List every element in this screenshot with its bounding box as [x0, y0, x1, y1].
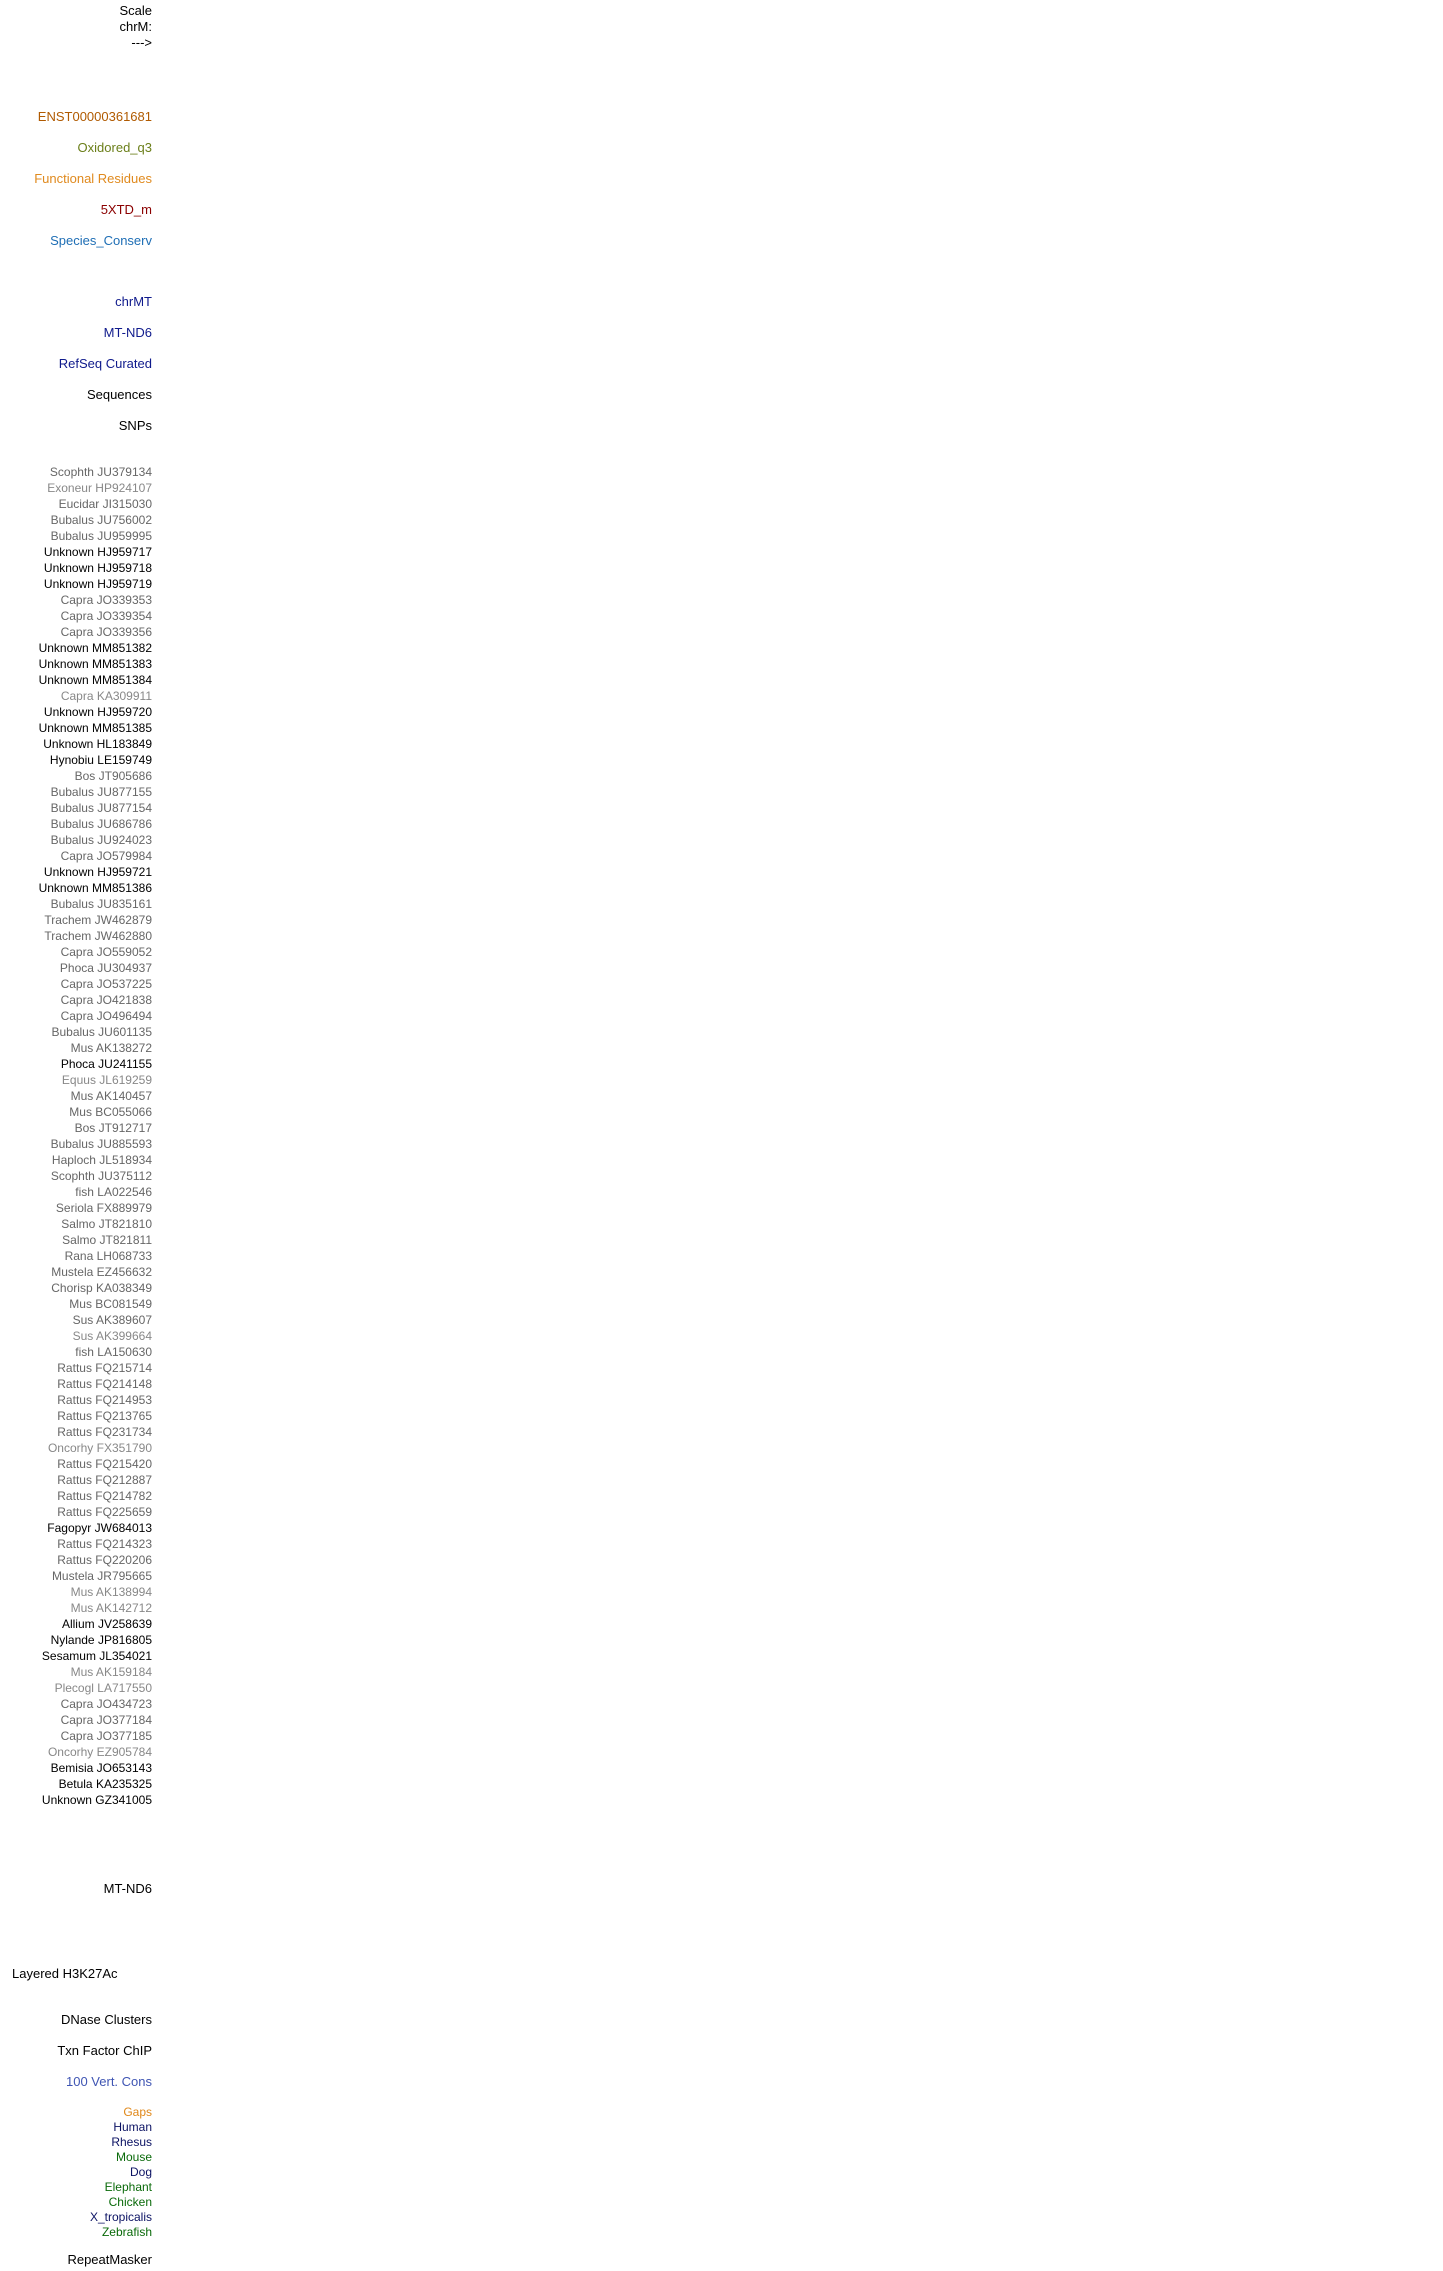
- list-item[interactable]: Bubalus JU877154: [50, 801, 152, 815]
- list-item[interactable]: Rattus FQ215420: [57, 1457, 152, 1471]
- scale-label: Scale: [119, 3, 152, 18]
- list-item[interactable]: Mus AK140457: [70, 1089, 152, 1103]
- track-label[interactable]: Oxidored_q3: [77, 140, 152, 155]
- track-label-column: [0, 0, 154, 2271]
- list-item[interactable]: Sus AK389607: [72, 1313, 152, 1327]
- list-item[interactable]: Bemisia JO653143: [50, 1761, 152, 1775]
- list-item[interactable]: Capra JO579984: [60, 849, 152, 863]
- track-label[interactable]: 5XTD_m: [100, 202, 152, 217]
- list-item[interactable]: Capra JO339356: [60, 625, 152, 639]
- list-item[interactable]: Hynobiu LE159749: [49, 753, 152, 767]
- list-item[interactable]: Rattus FQ215714: [57, 1361, 152, 1375]
- list-item[interactable]: Unknown HJ959718: [43, 561, 152, 575]
- list-item[interactable]: Capra JO421838: [60, 993, 152, 1007]
- list-item[interactable]: Unknown HJ959719: [43, 577, 152, 591]
- list-item[interactable]: Oncorhy FX351790: [47, 1441, 152, 1455]
- list-item[interactable]: Scophth JU375112: [50, 1169, 152, 1183]
- track-label[interactable]: Functional Residues: [34, 171, 152, 186]
- track-label[interactable]: chrMT: [115, 294, 152, 309]
- list-item[interactable]: Capra JO537225: [60, 977, 152, 991]
- list-item[interactable]: Capra JO496494: [60, 1009, 152, 1023]
- list-item[interactable]: Chorisp KA038349: [51, 1281, 152, 1295]
- species-label: Dog: [129, 2165, 152, 2179]
- list-item[interactable]: Oncorhy EZ905784: [47, 1745, 152, 1759]
- list-item[interactable]: Bubalus JU601135: [51, 1025, 152, 1039]
- track-label[interactable]: Species_Conserv: [50, 233, 152, 248]
- list-item[interactable]: Mus BC081549: [69, 1297, 152, 1311]
- list-item[interactable]: Unknown HJ959720: [43, 705, 152, 719]
- list-item[interactable]: Trachem JW462880: [44, 929, 152, 943]
- list-item[interactable]: Seriola FX889979: [55, 1201, 152, 1215]
- species-label: Chicken: [108, 2195, 152, 2209]
- list-item[interactable]: Mus AK138272: [70, 1041, 152, 1055]
- list-item[interactable]: Capra JO559052: [60, 945, 152, 959]
- list-item[interactable]: Rattus FQ212887: [57, 1473, 152, 1487]
- track-label[interactable]: DNase Clusters: [60, 2012, 152, 2027]
- list-item[interactable]: Unknown MM851382: [38, 641, 152, 655]
- list-item[interactable]: Bubalus JU959995: [50, 529, 152, 543]
- species-label: Zebrafish: [101, 2225, 152, 2239]
- list-item[interactable]: Capra JO434723: [60, 1697, 152, 1711]
- list-item[interactable]: Betula KA235325: [58, 1777, 152, 1791]
- list-item[interactable]: Mus AK142712: [70, 1601, 152, 1615]
- species-label: Mouse: [115, 2150, 152, 2164]
- list-item[interactable]: Rattus FQ225659: [57, 1505, 152, 1519]
- list-item[interactable]: Rattus FQ231734: [57, 1425, 152, 1439]
- list-item[interactable]: Bos JT912717: [74, 1121, 152, 1135]
- list-item[interactable]: Unknown GZ341005: [41, 1793, 152, 1807]
- list-item[interactable]: Bubalus JU686786: [50, 817, 152, 831]
- track-label[interactable]: SNPs: [118, 418, 152, 433]
- list-item[interactable]: Unknown HL183849: [43, 737, 152, 751]
- list-item[interactable]: Phoca JU304937: [59, 961, 152, 975]
- list-item[interactable]: Bubalus JU756002: [50, 513, 152, 527]
- list-item[interactable]: Rattus FQ220206: [57, 1553, 152, 1567]
- list-item[interactable]: Phoca JU241155: [60, 1057, 152, 1071]
- list-item[interactable]: Bubalus JU877155: [50, 785, 152, 799]
- list-item[interactable]: Capra KA309911: [60, 689, 152, 703]
- track-label[interactable]: Sequences: [86, 387, 152, 402]
- strand-arrow: --->: [131, 35, 152, 50]
- list-item[interactable]: Bubalus JU924023: [50, 833, 152, 847]
- list-item[interactable]: Unknown HJ959717: [43, 545, 152, 559]
- list-item[interactable]: Rattus FQ214148: [57, 1377, 152, 1391]
- species-label: Human: [113, 2120, 152, 2134]
- track-label[interactable]: ENST00000361681: [37, 109, 152, 124]
- list-item[interactable]: Eucidar JI315030: [58, 497, 152, 511]
- list-item[interactable]: Rattus FQ214782: [57, 1489, 152, 1503]
- list-item[interactable]: Nylande JP816805: [50, 1633, 152, 1647]
- species-label: Rhesus: [111, 2135, 152, 2149]
- list-item[interactable]: Bos JT905686: [74, 769, 152, 783]
- list-item[interactable]: Rattus FQ214953: [57, 1393, 152, 1407]
- list-item[interactable]: Unknown HJ959721: [43, 865, 152, 879]
- list-item[interactable]: Equus JL619259: [61, 1073, 152, 1087]
- list-item[interactable]: Unknown MM851384: [38, 673, 152, 687]
- list-item[interactable]: Scophth JU379134: [49, 465, 152, 479]
- list-item[interactable]: Capra JO377185: [60, 1729, 152, 1743]
- list-item[interactable]: Mustela JR795665: [51, 1569, 152, 1583]
- list-item[interactable]: Salmo JT821811: [62, 1233, 152, 1247]
- list-item[interactable]: Capra JO339353: [60, 593, 152, 607]
- list-item[interactable]: Haploch JL518934: [51, 1153, 152, 1167]
- list-item[interactable]: Rattus FQ213765: [57, 1409, 152, 1423]
- list-item[interactable]: Plecogl LA717550: [54, 1681, 152, 1695]
- list-item[interactable]: Capra JO339354: [60, 609, 152, 623]
- list-item[interactable]: Capra JO377184: [60, 1713, 152, 1727]
- list-item[interactable]: Allium JV258639: [61, 1617, 152, 1631]
- list-item[interactable]: Exoneur HP924107: [47, 481, 152, 495]
- track-label[interactable]: RefSeq Curated: [58, 356, 152, 371]
- list-item[interactable]: Sus AK399664: [72, 1329, 152, 1343]
- list-item[interactable]: Mus AK138994: [70, 1585, 152, 1599]
- species-label: Elephant: [104, 2180, 152, 2194]
- list-item[interactable]: Fagopyr JW684013: [47, 1521, 152, 1535]
- list-item[interactable]: Bubalus JU835161: [50, 897, 152, 911]
- list-item[interactable]: Unknown MM851383: [38, 657, 152, 671]
- list-item[interactable]: Sesamum JL354021: [41, 1649, 152, 1663]
- list-item[interactable]: Bubalus JU885593: [50, 1137, 152, 1151]
- list-item[interactable]: fish LA022546: [75, 1185, 152, 1199]
- species-label: X_tropicalis: [89, 2210, 152, 2224]
- list-item[interactable]: Trachem JW462879: [44, 913, 152, 927]
- track-label[interactable]: 100 Vert. Cons: [66, 2074, 152, 2089]
- list-item[interactable]: Mus AK159184: [70, 1665, 152, 1679]
- list-item[interactable]: Rattus FQ214323: [57, 1537, 152, 1551]
- track-label[interactable]: Layered H3K27Ac: [12, 1966, 118, 1981]
- chrom-label: chrM:: [119, 19, 152, 34]
- track-label[interactable]: Txn Factor ChIP: [57, 2043, 152, 2058]
- gene-label-mt-nd6[interactable]: MT-ND6: [103, 1881, 152, 1896]
- species-label: Gaps: [123, 2105, 152, 2119]
- track-label[interactable]: MT-ND6: [103, 325, 152, 340]
- list-item[interactable]: Mustela EZ456632: [51, 1265, 152, 1279]
- list-item[interactable]: Unknown MM851385: [38, 721, 152, 735]
- list-item[interactable]: Mus BC055066: [69, 1105, 152, 1119]
- list-item[interactable]: Rana LH068733: [64, 1249, 152, 1263]
- list-item[interactable]: Unknown MM851386: [38, 881, 152, 895]
- list-item[interactable]: Salmo JT821810: [61, 1217, 152, 1231]
- list-item[interactable]: fish LA150630: [75, 1345, 152, 1359]
- track-label-repeatmasker[interactable]: RepeatMasker: [67, 2252, 152, 2267]
